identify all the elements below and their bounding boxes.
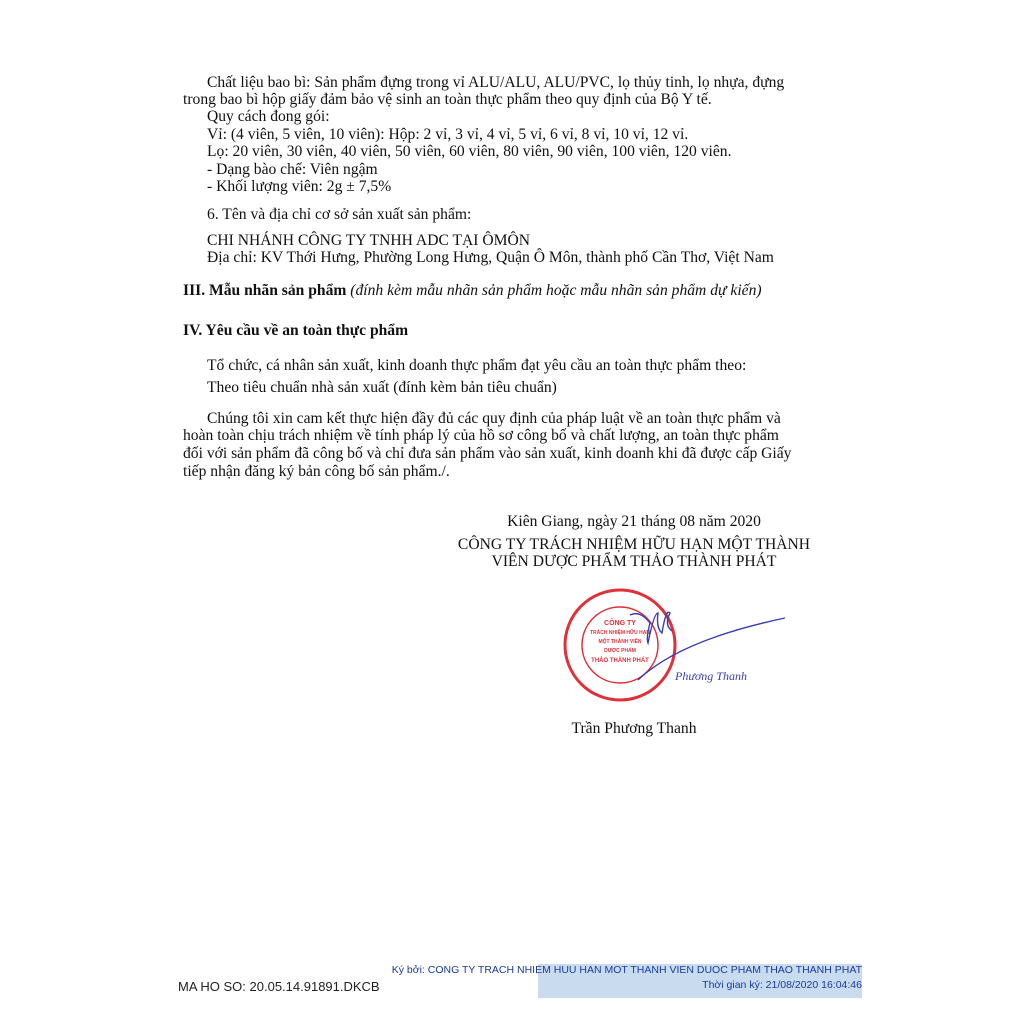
section4-line2: Theo tiêu chuẩn nhà sản xuất (đính kèm bản tiêu chuẩn) bbox=[207, 379, 557, 396]
place-date: Kiên Giang, ngày 21 tháng 08 năm 2020 bbox=[507, 513, 761, 530]
section3-title: III. Mẫu nhãn sản phẩm bbox=[183, 282, 347, 299]
record-code: MA HO SO: 20.05.14.91891.DKCB bbox=[178, 979, 380, 994]
section4-title: IV. Yêu cầu về an toàn thực phẩm bbox=[183, 322, 409, 339]
svg-text:THẢO THÀNH PHÁT: THẢO THÀNH PHÁT bbox=[591, 658, 649, 664]
manufacturer-name: CHI NHÁNH CÔNG TY TNHH ADC TẠI ÔMÔN bbox=[207, 232, 530, 249]
signed-by: Ký bởi: CONG TY TRACH NHIEM HUU HAN MOT THANH VIEN DUOC PHAM THAO THANH PHAT bbox=[391, 964, 862, 976]
svg-text:DƯỢC PHẨM: DƯỢC PHẨM bbox=[604, 648, 636, 654]
commitment-line2: hoàn toàn chịu trách nhiệm về tính pháp lý của hồ sơ công bố và chất lượng, an toàn thực phẩm bbox=[183, 427, 779, 444]
red-stamp bbox=[565, 590, 675, 700]
company-stamp-and-signature bbox=[560, 580, 790, 710]
packaging-material-line1: Chất liệu bao bì: Sản phẩm đựng trong vỉ ALU/ALU, ALU/PVC, lọ thủy tinh, lọ nhựa, đựng bbox=[207, 74, 785, 91]
packaging-material-line2: trong bao bì hộp giấy đảm bảo vệ sinh an toàn thực phẩm theo quy định của Bộ Y tế. bbox=[183, 91, 712, 108]
svg-text:CÔNG TY: CÔNG TY bbox=[604, 620, 636, 627]
commitment-line1: Chúng tôi xin cam kết thực hiện đầy đủ các quy định của pháp luật về an toàn thực phẩm và bbox=[207, 410, 781, 427]
dosage-form: - Dạng bào chế: Viên ngậm bbox=[207, 161, 378, 178]
tablet-weight: - Khối lượng viên: 2g ± 7,5% bbox=[207, 178, 392, 195]
section4-line1: Tổ chức, cá nhân sản xuất, kinh doanh thực phẩm đạt yêu cầu an toàn thực phẩm theo: bbox=[207, 357, 747, 374]
manufacturer-address: Địa chỉ: KV Thới Hưng, Phường Long Hưng, Quận Ô Môn, thành phố Cần Thơ, Việt Nam bbox=[207, 249, 774, 266]
handwritten-name: Phương Thanh bbox=[675, 669, 747, 683]
signed-time: Thời gian ký: 21/08/2020 16:04:46 bbox=[702, 979, 862, 991]
commitment-line4: tiếp nhận đăng ký bản công bố sản phẩm./. bbox=[183, 463, 450, 480]
commitment-line3: đối với sản phẩm đã công bố và chỉ đưa sản phẩm vào sản xuất, kinh doanh khi đã được cấp Giấy bbox=[183, 445, 792, 462]
section3-heading bbox=[183, 282, 762, 300]
section6-title: 6. Tên và địa chỉ cơ sở sản xuất sản phẩm: bbox=[207, 206, 472, 223]
section3-note: (đính kèm mẫu nhãn sản phẩm hoặc mẫu nhãn sản phẩm dự kiến) bbox=[350, 282, 762, 299]
company-name-line2: VIÊN DƯỢC PHẨM THẢO THÀNH PHÁT bbox=[491, 553, 777, 570]
bottle-spec: Lọ: 20 viên, 30 viên, 40 viên, 50 viên, 60 viên, 80 viên, 90 viên, 100 viên, 120 viên. bbox=[207, 143, 732, 160]
svg-text:MỘT THÀNH VIÊN: MỘT THÀNH VIÊN bbox=[598, 639, 642, 645]
signer-name: Trần Phương Thanh bbox=[571, 720, 697, 737]
company-name-line1: CÔNG TY TRÁCH NHIỆM HỮU HẠN MỘT THÀNH bbox=[457, 536, 811, 553]
svg-text:TRÁCH NHIỆM HỮU HẠN: TRÁCH NHIỆM HỮU HẠN bbox=[590, 630, 650, 636]
packing-spec-label: Quy cách đong gói: bbox=[207, 108, 330, 125]
blister-spec: Vỉ: (4 viên, 5 viên, 10 viên): Hộp: 2 vỉ, 3 vỉ, 4 vỉ, 5 vỉ, 6 vỉ, 8 vỉ, 10 vỉ, 12 vỉ. bbox=[207, 126, 689, 143]
